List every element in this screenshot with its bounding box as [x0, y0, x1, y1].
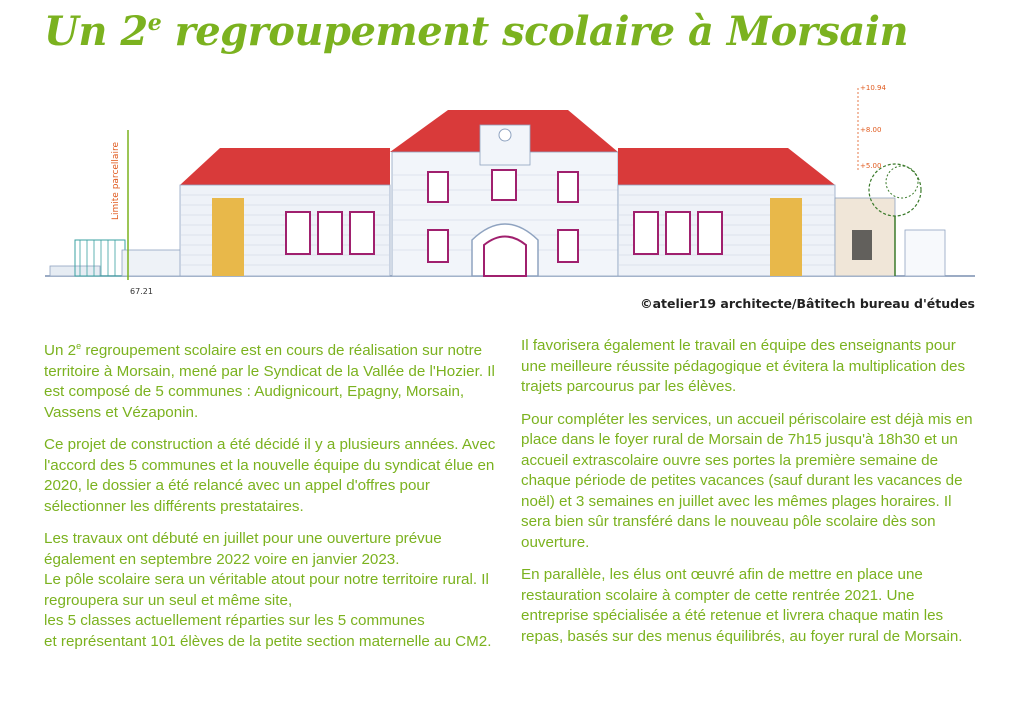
- image-credit: ©atelier19 architecte/Bâtitech bureau d'études: [640, 296, 975, 311]
- paragraph: Ce projet de construction a été décidé il y a plusieurs années. Avec l'accord des 5 communes et la nouvelle équipe du syndicat élue en 2020, le dossier a été relancé avec un appel d'offres pour sélectionner les différents prestataires.: [44, 436, 496, 515]
- level-marker-3: +5.00: [860, 162, 882, 170]
- paragraph: Pour compléter les services, un accueil périscolaire est déjà mis en place dans le foyer rural de Morsain de 7h15 jusqu'à 18h30 et un accueil extrascolaire ouvre ses portes la première semaine de chaque période de petites vacances (sauf durant les vacances de noël) et 3 semaines en juillet avec les mêmes plages horaires. Il sera bien sûr transféré dans le nouveau pôle scolaire dès son ouverture.: [521, 410, 973, 551]
- paragraph: En parallèle, les élus ont œuvré afin de mettre en place une restauration scolaire à compter de cette rentrée 2021. Une entreprise spécialisée a été retenue et livrera chaque matin les repas, basés sur des menus équilibrés, au foyer rural de Morsain.: [521, 566, 963, 645]
- text-column-left: [44, 336, 514, 652]
- page-title: Un 2e regroupement scolaire à Morsain: [44, 8, 909, 55]
- school-facade-drawing: [40, 80, 980, 316]
- text-column-right: [521, 336, 976, 659]
- level-left: 67.21: [130, 287, 153, 296]
- level-marker-2: +8.00: [860, 126, 882, 134]
- paragraph: les 5 classes actuellement réparties sur les 5 communes: [44, 612, 425, 630]
- paragraph: Le pôle scolaire sera un véritable atout pour notre territoire rural. Il regroupera sur un seul et même site,: [44, 571, 489, 609]
- level-marker-1: +10.94: [860, 84, 886, 92]
- paragraph: et représentant 101 élèves de la petite section maternelle au CM2.: [44, 632, 492, 650]
- paragraph: Il favorisera également le travail en équipe des enseignants pour une meilleure réussite pédagogique et évitera la multiplication des trajets parcourus par les élèves.: [521, 337, 966, 395]
- paragraph: Les travaux ont débuté en juillet pour une ouverture prévue également en septembre 2022 voire en janvier 2023.: [44, 530, 442, 568]
- limit-label: Limite parcellaire: [111, 142, 121, 220]
- paragraph: Un 2e regroupement scolaire est en cours de réalisation sur notre territoire à Morsain, mené par le Syndicat de la Vallée de l'Hozier. Il est composé de 5 communes : Audignicourt, Epagny, Morsain, Vassens et Vézaponin.: [44, 341, 495, 421]
